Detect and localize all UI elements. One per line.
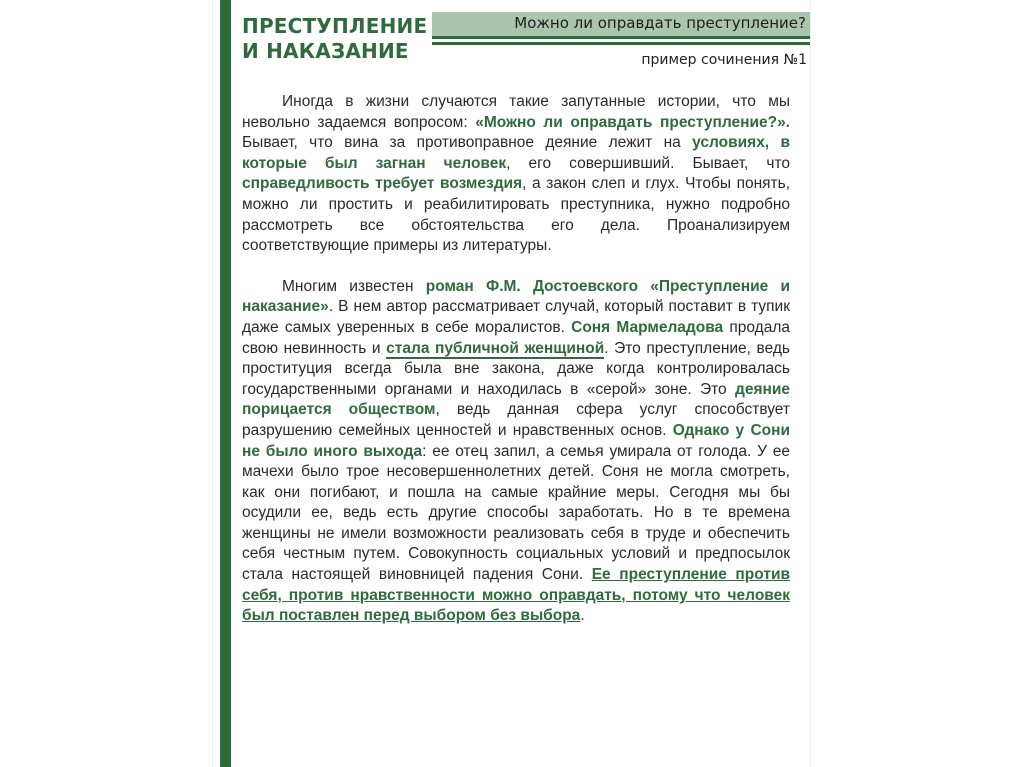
left-accent-bar [220, 0, 231, 767]
text-segment: , его совершивший. Бывает, что [506, 154, 790, 172]
text-segment: Многим известен [282, 277, 426, 295]
highlighted-phrase: деяние порицается обществом [242, 380, 790, 419]
text-segment: . Это преступление, ведь проституция всегда была вне закона, даже когда контролировалась государственными органами и находилась в «серой» зоне. Это [242, 339, 791, 398]
highlighted-phrase: условиях, в которые был загнан человек [242, 134, 790, 172]
text-segment: . [580, 607, 585, 625]
essay-subtitle: пример сочинения №1 [641, 52, 807, 68]
highlighted-phrase: «Можно ли оправдать преступление?». [475, 113, 790, 131]
page-title [242, 14, 427, 64]
essay-body [242, 92, 790, 627]
paragraph [242, 92, 790, 257]
highlighted-phrase: Ее преступление против себя, против нравственности можно оправдать, потому что человек был поставлен перед выбором без выбора [242, 566, 790, 625]
text-segment: , а закон слеп и глух. Чтобы понять, можно ли простить и реабилитировать преступника, нужно подробно рассмотреть все обстоятельства его дела. Проанализируем соответствующие примеры из литературы. [242, 175, 791, 255]
text-segment: Бывает, что вина за противоправное деяние лежит на [242, 134, 693, 152]
title-line-1: ПРЕСТУПЛЕНИЕ [242, 14, 428, 38]
topic-banner-text: Можно ли оправдать преступление? [514, 14, 806, 32]
highlighted-phrase: роман Ф.М. Достоевского «Преступление и наказание» [242, 277, 790, 316]
highlighted-phrase: Однако у Сони не было иного выхода [242, 421, 790, 460]
topic-banner [432, 12, 810, 39]
highlighted-phrase: стала публичной женщиной [386, 339, 605, 357]
paragraph [242, 277, 790, 627]
highlighted-phrase: справедливость требует возмездия [242, 175, 523, 193]
highlighted-phrase: Соня Мармеладова [571, 318, 724, 336]
title-line-2: И НАКАЗАНИЕ [242, 39, 409, 63]
banner-underline [432, 42, 810, 45]
text-segment: : ее отец запил, а семья умирала от голода. У ее мачехи было трое несовершеннолетних детей. Соня не могла смотреть, как они погибают, и пошла на самые крайние меры. Сегодня мы бы осудили ее, ведь есть другие способы заработать. Но в те времена женщины не имели возможности реализовать себя в труде и обеспечить себя честным путем. Совокупность социальных условий и предпосылок стала настоящей виновницей падения Сони. [242, 442, 790, 584]
text-segment: продала свою невинность и [242, 318, 790, 357]
text-segment: . В нем автор рассматривает случай, который поставит в тупик даже самых уверенных в себе моралистов. [242, 298, 790, 336]
text-segment: , ведь данная сфера услуг способствует разрушению семейных ценностей и нравственных основ. [242, 401, 790, 439]
text-segment: Иногда в жизни случаются такие запутанные истории, что мы невольно задаемся вопросом: [242, 93, 790, 131]
